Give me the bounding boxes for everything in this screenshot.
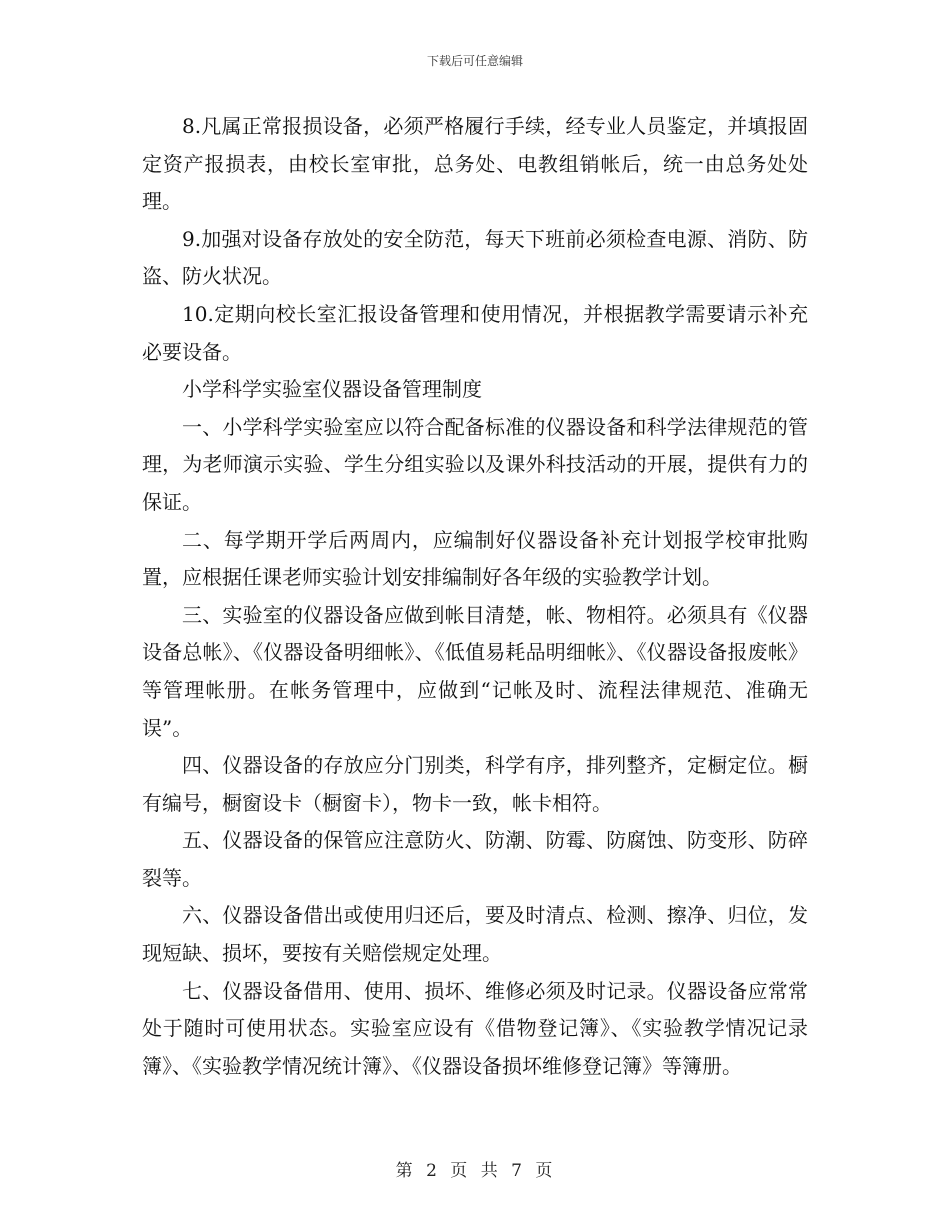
paragraph-six: 六、仪器设备借出或使用归还后，要及时清点、检测、擦净、归位，发现短缺、损坏，要按有关赔偿规定处理。 xyxy=(142,903,808,966)
page-header: 下载后可任意编辑 xyxy=(426,54,523,68)
page-number: 第 2 页 共 7 页 xyxy=(395,1161,555,1181)
paragraph-seven: 七、仪器设备借用、使用、损坏、维修必须及时记录。仪器设备应常常处于随时可使用状态。实验室应设有《借物登记簿》、《实验教学情况记录簿》、《实验教学情况统计簿》、《仪器设备损坏维修登记簿》等簿册。 xyxy=(142,978,808,1078)
paragraph-three: 三、实验室的仪器设备应做到帐目清楚，帐、物相符。必须具有《仪器设备总帐》、《仪器设备明细帐》、《低值易耗品明细帐》、《仪器设备报废帐》等管理帐册。在帐务管理中，应做到“记帐及时、流程法律规范、准确无误”。 xyxy=(142,602,808,740)
paragraph-one: 一、小学科学实验室应以符合配备标准的仪器设备和科学法律规范的管理，为老师演示实验、学生分组实验以及课外科技活动的开展，提供有力的保证。 xyxy=(142,414,808,514)
document-body xyxy=(142,108,808,1085)
paragraph-8: 8.凡属正常报损设备，必须严格履行手续，经专业人员鉴定，并填报固定资产报损表，由校长室审批，总务处、电教组销帐后，统一由总务处处理。 xyxy=(142,114,808,214)
paragraph-9: 9.加强对设备存放处的安全防范，每天下班前必须检查电源、消防、防盗、防火状况。 xyxy=(142,226,808,289)
paragraph-10: 10.定期向校长室汇报设备管理和使用情况，并根据教学需要请示补充必要设备。 xyxy=(142,301,808,364)
paragraph-five: 五、仪器设备的保管应注意防火、防潮、防霉、防腐蚀、防变形、防碎裂等。 xyxy=(142,828,808,890)
paragraph-two: 二、每学期开学后两周内，应编制好仪器设备补充计划报学校审批购置，应根据任课老师实验计划安排编制好各年级的实验教学计划。 xyxy=(142,527,808,590)
paragraph-four: 四、仪器设备的存放应分门别类，科学有序，排列整齐，定橱定位。橱有编号，橱窗设卡（橱窗卡），物卡一致，帐卡相符。 xyxy=(142,753,808,815)
section-title: 小学科学实验室仪器设备管理制度 xyxy=(182,377,482,402)
